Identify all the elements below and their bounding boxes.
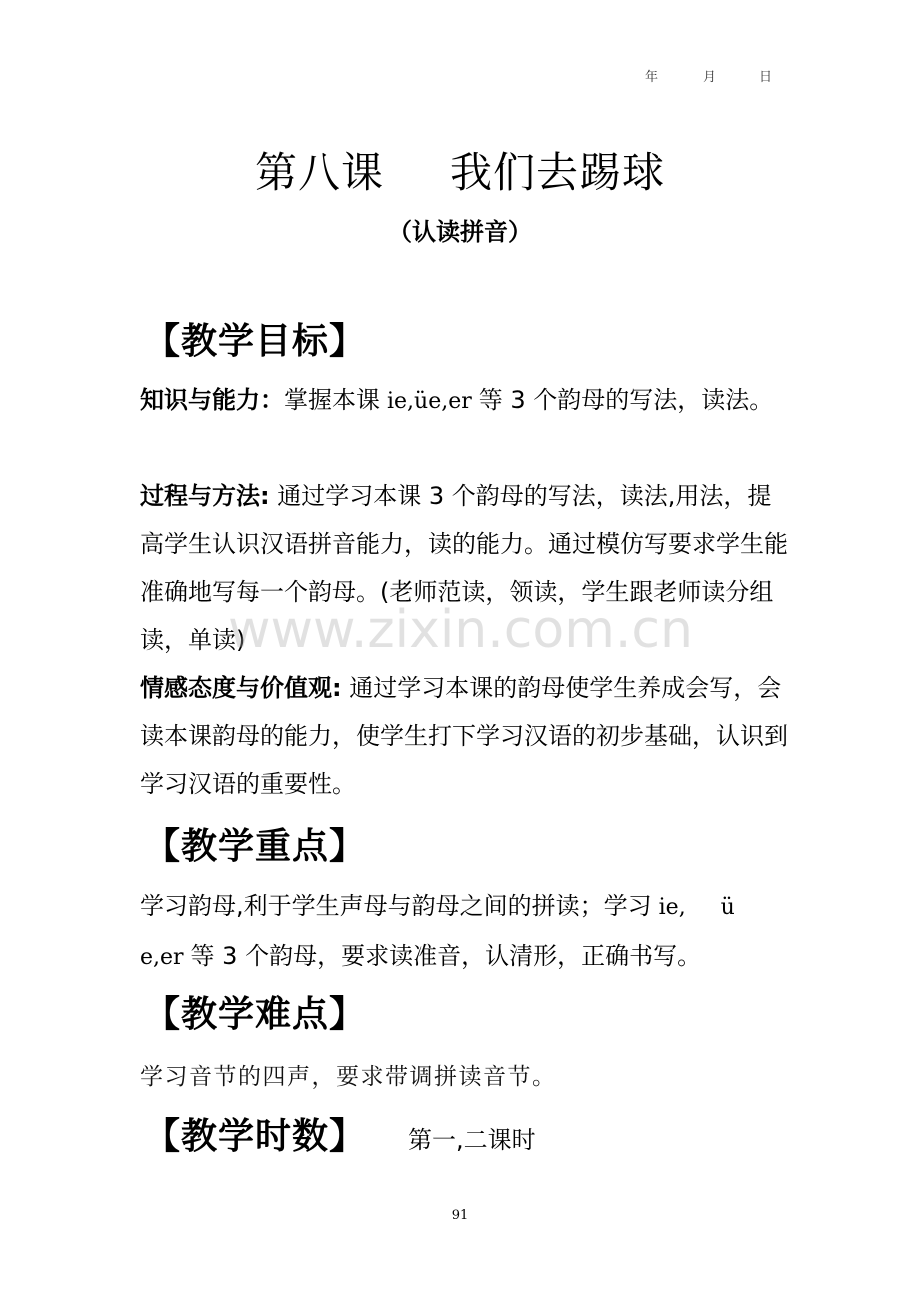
emotion-label: 情感态度与价值观:: [140, 674, 342, 702]
key-latin-2: e,er: [140, 945, 191, 970]
process-label: 过程与方法:: [140, 482, 270, 510]
heading-hours: 【教学时数】: [144, 1116, 367, 1157]
key-text-2: 等 3 个韵母，要求读准音，认清形，正确书写。: [190, 942, 702, 970]
watermark: www.zixin.com.cn: [228, 600, 693, 660]
heading-goals: 【教学目标】: [144, 321, 367, 362]
date-month: 月: [703, 70, 717, 85]
process-text: 通过学习本课 3 个韵母的写法，读法,用法，提高学生认识汉语拼音能力，读的能力。通过模仿写要求学生能准确地写每一个韵母。(老师范读，领读，学生跟老师读分组读，单读): [140, 482, 788, 654]
heading-difficulties: 【教学难点】: [144, 994, 367, 1035]
date-day: 日: [759, 70, 773, 85]
emotion-text: 通过学习本课的韵母使学生养成会写，会读本课韵母的能力，使学生打下学习汉语的初步基础，认识到学习汉语的重要性。: [140, 674, 788, 798]
knowledge-text-2: 等 3 个韵母的写法，读法。: [478, 386, 774, 414]
lesson-name: 我们去踢球: [450, 148, 666, 197]
goal-knowledge: [140, 376, 790, 426]
goal-emotion: [140, 664, 790, 808]
lesson-subtitle: （认读拼音）: [388, 218, 532, 246]
lesson-number: 第八课: [254, 148, 384, 197]
date-year: 年: [645, 70, 659, 85]
hours-text: 第一,二课时: [408, 1126, 536, 1154]
lesson-title: [0, 140, 920, 200]
key-points-text: [140, 882, 790, 982]
key-text-1: 学习韵母,利于学生声母与韵母之间的拼读；学习: [140, 892, 652, 920]
date-line: [645, 66, 772, 85]
key-latin-1: ie, ü: [651, 895, 735, 920]
knowledge-latin: ie,üe,er: [380, 389, 479, 414]
page-number: 91: [451, 1208, 469, 1223]
heading-key-points: 【教学重点】: [144, 826, 367, 867]
knowledge-text-1: 掌握本课: [284, 386, 380, 414]
difficulties-text: 学习音节的四声，要求带调拼读音节。: [140, 1064, 557, 1090]
knowledge-label: 知识与能力：: [140, 386, 284, 414]
